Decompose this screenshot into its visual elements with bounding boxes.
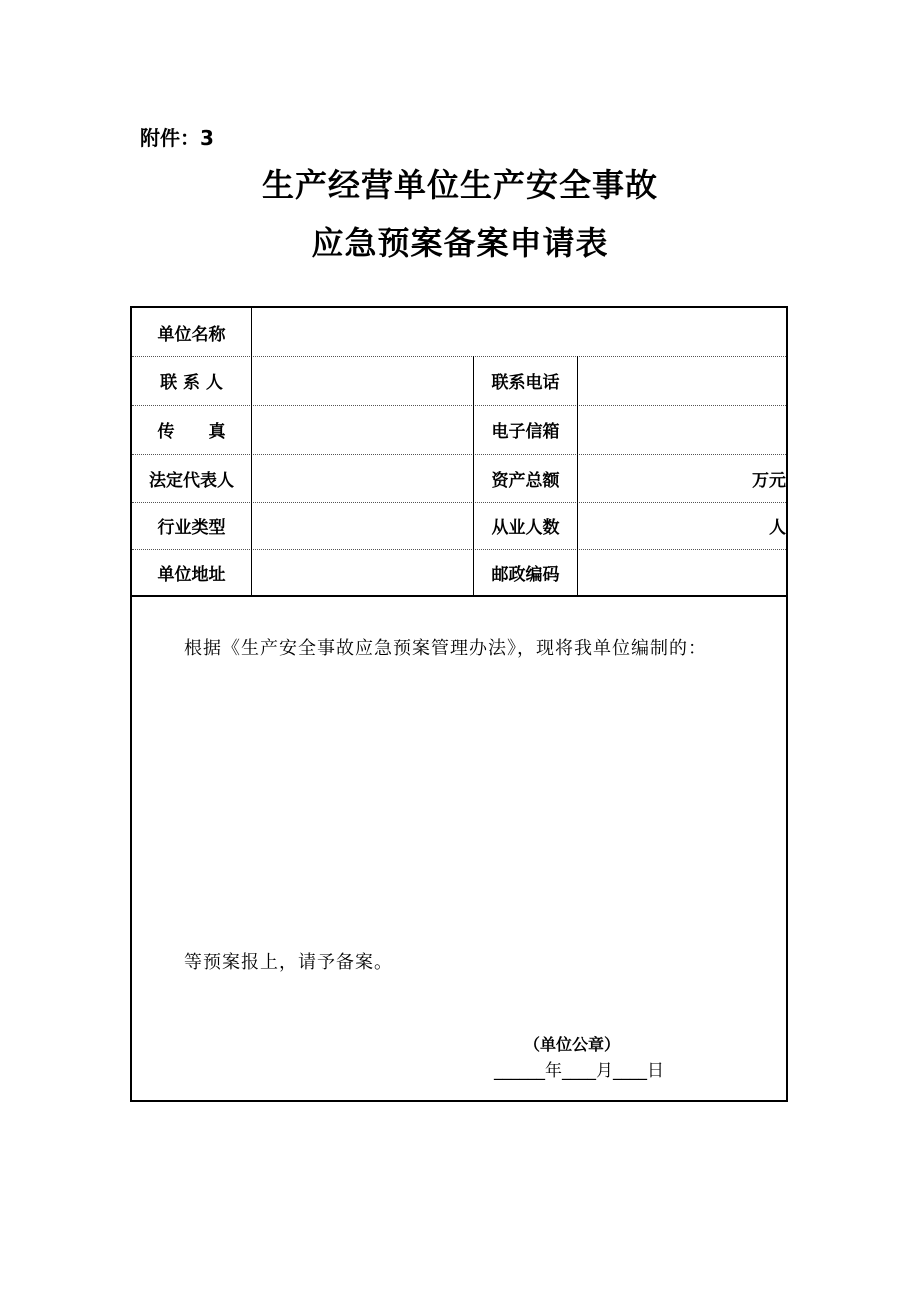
attachment-label: 附件：3 [140, 126, 214, 150]
row-industry [132, 502, 786, 550]
page-title-line-2: 应急预案备案申请表 [311, 224, 609, 262]
statement-closing: 等预案报上，请予备案。 [184, 952, 393, 973]
total-assets-unit: 万元 [752, 470, 786, 491]
label-postal-code: 邮政编码 [474, 549, 578, 595]
field-contact-phone[interactable] [578, 356, 786, 405]
field-unit-name[interactable] [252, 308, 786, 356]
date-line[interactable]: ______年____月____日 [494, 1061, 664, 1081]
page-title-line-1: 生产经营单位生产安全事故 [261, 166, 658, 204]
field-legal-representative[interactable] [252, 454, 474, 502]
field-contact-person[interactable] [252, 356, 474, 405]
label-legal-representative: 法定代表人 [132, 454, 252, 502]
field-postal-code[interactable] [578, 549, 786, 595]
field-total-assets[interactable] [578, 454, 786, 502]
row-contact [132, 356, 786, 406]
row-fax [132, 405, 786, 455]
label-industry-type: 行业类型 [132, 502, 252, 549]
field-employee-count[interactable] [578, 502, 786, 549]
label-email: 电子信箱 [474, 405, 578, 454]
statement-text: 根据《生产安全事故应急预案管理办法》，现将我单位编制的： [184, 638, 707, 659]
employee-count-unit: 人 [769, 518, 786, 538]
seal-label: （单位公章） [524, 1035, 621, 1054]
field-address[interactable] [252, 549, 474, 595]
label-fax: 传 真 [132, 405, 252, 454]
row-unit-name [132, 308, 786, 357]
label-employee-count: 从业人数 [474, 502, 578, 549]
label-contact-phone: 联系电话 [474, 356, 578, 405]
label-address: 单位地址 [132, 549, 252, 595]
row-legal-rep [132, 454, 786, 503]
label-total-assets: 资产总额 [474, 454, 578, 502]
label-unit-name: 单位名称 [132, 308, 252, 356]
row-address [132, 549, 786, 597]
label-contact-person: 联 系 人 [132, 356, 252, 405]
field-fax[interactable] [252, 405, 474, 454]
application-form [130, 306, 788, 1102]
field-industry-type[interactable] [252, 502, 474, 549]
field-email[interactable] [578, 405, 786, 454]
